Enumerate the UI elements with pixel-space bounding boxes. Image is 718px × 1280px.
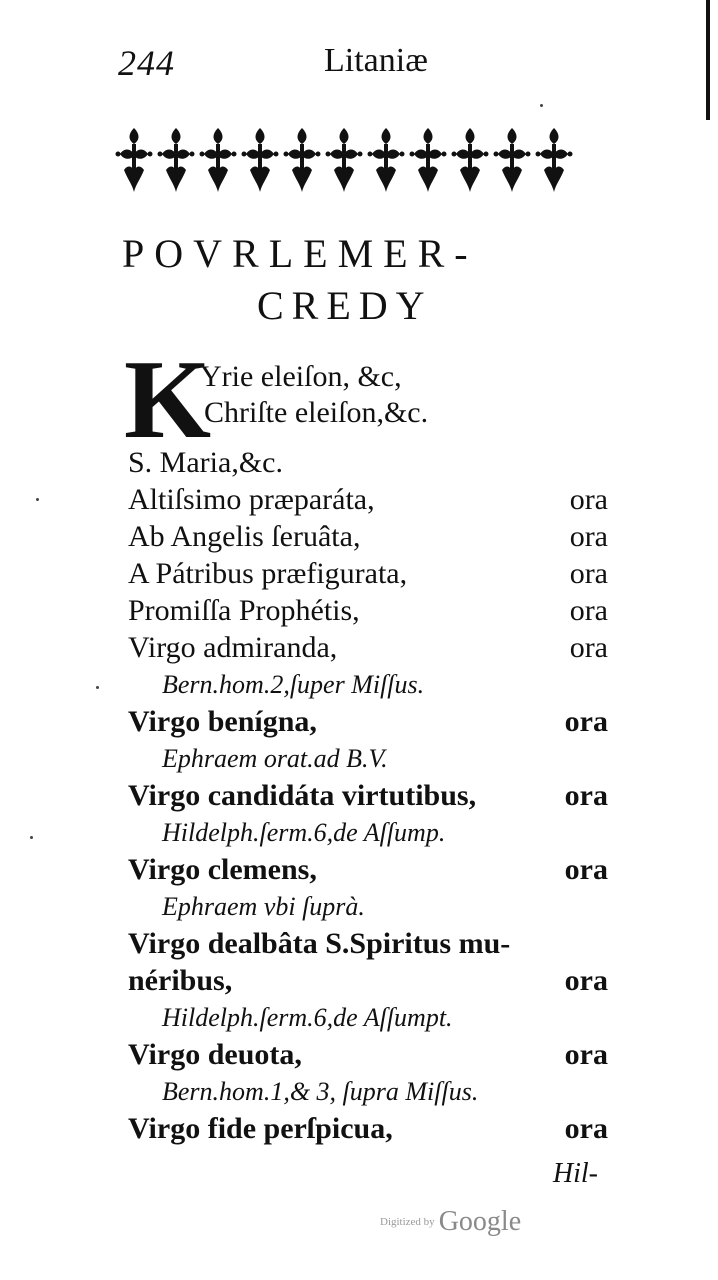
- page-edge-mark: [706, 0, 710, 120]
- ink-speck: [96, 686, 99, 689]
- litany-entry: [128, 555, 608, 592]
- source-citation: Ephraem vbi ſuprà.: [162, 892, 365, 921]
- source-citation: Bern.hom.1,& 3, ſupra Miſſus.: [162, 1077, 479, 1106]
- litany-entry: [128, 481, 608, 518]
- entry-text: Virgo candidáta virtutibus,: [128, 779, 477, 812]
- kyrie-line: Yrie eleiſon, &c,: [200, 360, 402, 393]
- title-line-1: POVRLEMER-: [122, 231, 478, 276]
- entry-text: Virgo fide perſpicua,: [128, 1112, 393, 1145]
- litany-entry: [128, 777, 608, 814]
- entry-response: ora: [569, 520, 608, 553]
- drop-cap: K: [124, 338, 212, 462]
- watermark-prefix: Digitized by: [380, 1216, 435, 1228]
- litany-entry: [128, 703, 608, 740]
- entry-text: S. Maria,&c.: [128, 446, 283, 479]
- source-citation: Bern.hom.2,ſuper Miſſus.: [162, 670, 425, 699]
- title-line-2: CREDY: [257, 283, 433, 328]
- section-title: [122, 228, 602, 332]
- page-number: 244: [118, 43, 175, 83]
- kyrie-block: [124, 338, 608, 462]
- litany-entry: [128, 1110, 608, 1147]
- litany-entry: [128, 1036, 608, 1073]
- ink-speck: [540, 104, 543, 107]
- fleuron-ornament: [112, 122, 582, 198]
- litany-entry: [128, 592, 608, 629]
- entry-text: A Pátribus præfigurata,: [128, 557, 408, 590]
- entry-text: Virgo deuota,: [128, 1038, 302, 1071]
- source-citation: Hildelph.ſerm.6,de Aſſumpt.: [162, 1003, 453, 1032]
- litany-entry: [128, 444, 608, 481]
- entry-text: Promiſſa Prophétis,: [128, 594, 360, 627]
- source-citation: Ephraem orat.ad B.V.: [162, 744, 388, 773]
- entry-response: ora: [569, 594, 608, 627]
- entry-text: néribus,: [128, 964, 233, 997]
- litany-entry: [128, 925, 608, 962]
- entry-text: Virgo benígna,: [128, 705, 317, 738]
- catchword: Hil-: [552, 1158, 598, 1189]
- litany-entry: [128, 629, 608, 666]
- entry-response: ora: [564, 964, 608, 997]
- entry-text: Virgo clemens,: [128, 853, 317, 886]
- entry-response: ora: [564, 1038, 608, 1071]
- christe-line: Chriſte eleiſon,&c.: [204, 396, 429, 429]
- litany-entry: [128, 518, 608, 555]
- digitization-watermark: [380, 1206, 521, 1238]
- entry-response: ora: [564, 705, 608, 738]
- running-head: Litaniæ: [324, 42, 428, 79]
- entry-text: Virgo dealbâta S.Spiritus mu-: [128, 927, 511, 960]
- entry-response: ora: [564, 853, 608, 886]
- ink-speck: [30, 836, 33, 839]
- entry-response: ora: [569, 557, 608, 590]
- entry-response: ora: [564, 1112, 608, 1145]
- litany-entry: [128, 962, 608, 999]
- entry-response: ora: [569, 483, 608, 516]
- litany-text: [124, 338, 608, 1147]
- entry-response: ora: [569, 631, 608, 664]
- entry-text: Ab Angelis ſeruâta,: [128, 520, 361, 553]
- entry-response: ora: [564, 779, 608, 812]
- entry-text: Virgo admiranda,: [128, 631, 338, 664]
- google-logo-text: Google: [438, 1206, 522, 1237]
- source-citation: Hildelph.ſerm.6,de Aſſump.: [162, 818, 446, 847]
- entry-text: Altiſsimo præparáta,: [128, 483, 375, 516]
- ink-speck: [36, 498, 39, 501]
- page-header: [112, 42, 592, 92]
- litany-entry: [128, 851, 608, 888]
